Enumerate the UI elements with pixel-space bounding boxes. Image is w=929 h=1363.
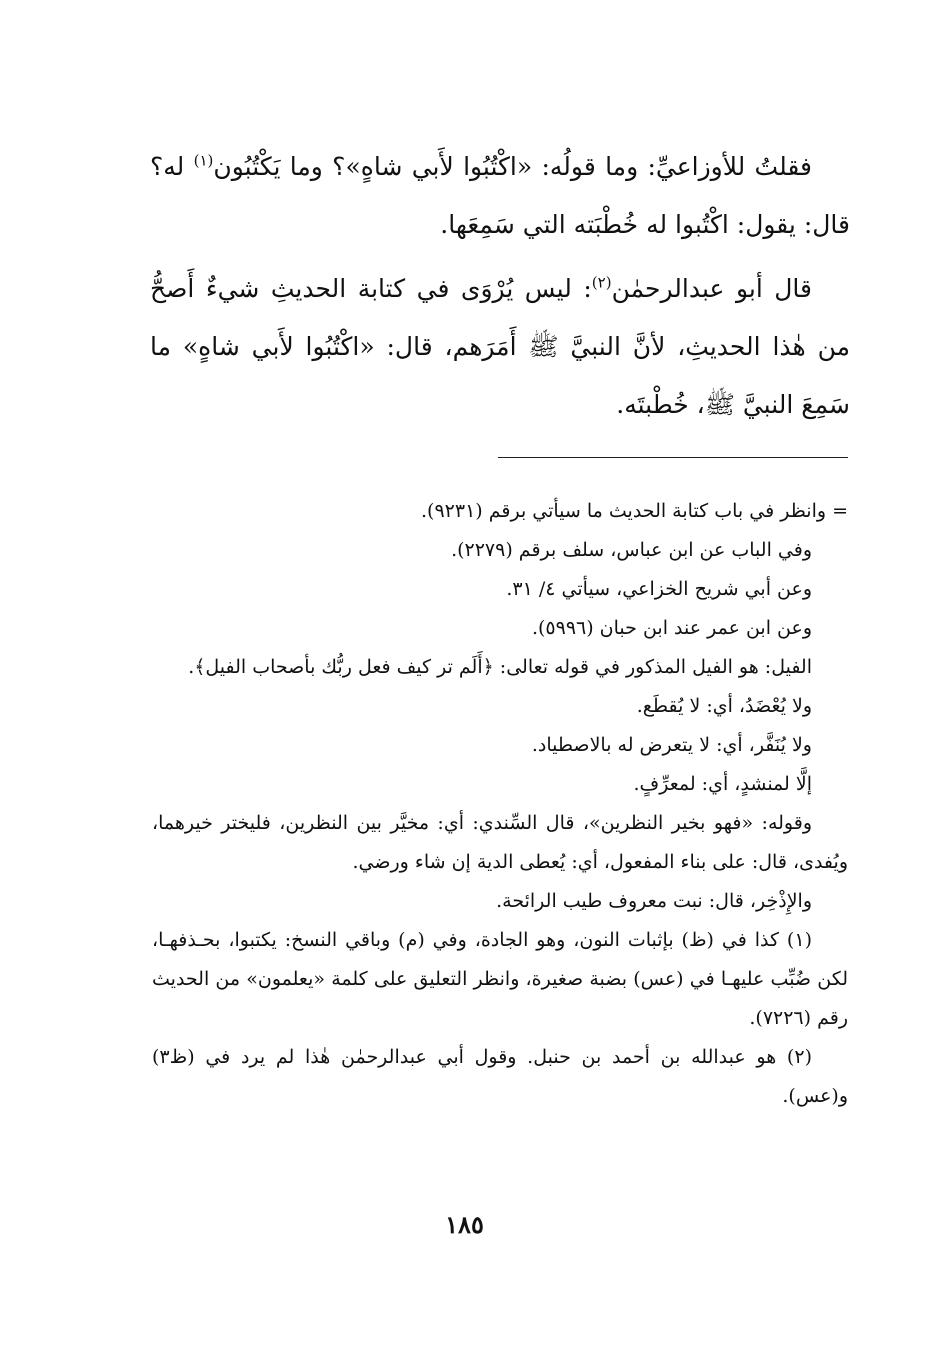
note-line: الفيل: هو الفيل المذكور في قوله تعالى: ﴿أَلَم تر كيف فعل ربُّك بأصحاب الفيل﴾. [188, 656, 812, 678]
paragraph-2-continued: : ليس يُرْوَى في كتابة الحديثِ شيءٌ أَصحُّ من هٰذا الحديثِ، لأنَّ النبيَّ ﷺ أَمَرَهم، قال: «اكْتُبُوا لأَبي شاهٍ» ما سَمِعَ النبيَّ ﷺ، خُطْبتَه. [150, 274, 850, 419]
note-line: وفي الباب عن ابن عباس، سلف برقم (٢٢٧٩). [451, 539, 812, 561]
notes-section [152, 492, 848, 1116]
footnote-ref-2: (٢) [591, 273, 612, 292]
footnote-ref-1: (١) [193, 151, 214, 170]
paragraph-1-continued: له؟ قال: يقول: اكْتُبوا له خُطْبَته التي سَمِعَها. [150, 152, 850, 239]
note-line: وقوله: «فهو بخير النظرين»، قال السِّندي: أي: مخيَّر بين النظرين، فليختر خيرهما، ويُفدى، قال: على بناء المفعول، أي: يُعطى الدية إن شاء ورضي. [152, 812, 848, 873]
main-paragraph-1 [150, 138, 850, 254]
page-number: ١٨٥ [445, 1210, 484, 1239]
paragraph-2-text: قال أبو عبدالرحمٰن [611, 274, 812, 303]
note-line: ولا يُنَفَّر، أي: لا يتعرض له بالاصطياد. [531, 734, 812, 756]
note-line: ولا يُعْضَدُ، أي: لا يُقطَع. [636, 695, 812, 717]
footnote-separator [498, 457, 848, 458]
paragraph-1-text: فقلتُ للأوزاعيِّ: وما قولُه: «اكْتُبُوا لأَبي شاهٍ»؟ وما يَكْتُبُون [213, 152, 812, 181]
note-line: والإِذْخِر، قال: نبت معروف طيب الرائحة. [496, 890, 812, 912]
note-line: وعن ابن عمر عند ابن حبان (٥٩٩٦). [531, 617, 812, 639]
footnote-1: (١) كذا في (ظ) بإثبات النون، وهو الجادة، وفي (م) وباقي النسخ: يكتبوا، بحـذفهـا، لكن ضُبِّب عليهـا في (عس) بضبة صغيرة، وانظر التعليق على كلمة «يعلمون» من الحديث رقم (٧٢٢٦). [152, 929, 848, 1029]
note-line: إلَّا لمنشدٍ، أي: لمعرِّفٍ. [633, 773, 812, 795]
main-text [150, 138, 850, 440]
main-paragraph-2 [150, 260, 850, 434]
note-line: = وانظر في باب كتابة الحديث ما سيأتي برقم (٩٢٣١). [421, 500, 848, 522]
footnote-2: (٢) هو عبدالله بن أحمد بن حنبل. وقول أبي عبدالرحمٰن هٰذا لم يرد في (ظ٣) و(عس). [152, 1046, 848, 1107]
note-line: وعن أبي شريح الخزاعي، سيأتي ٤/ ٣١. [506, 578, 812, 600]
